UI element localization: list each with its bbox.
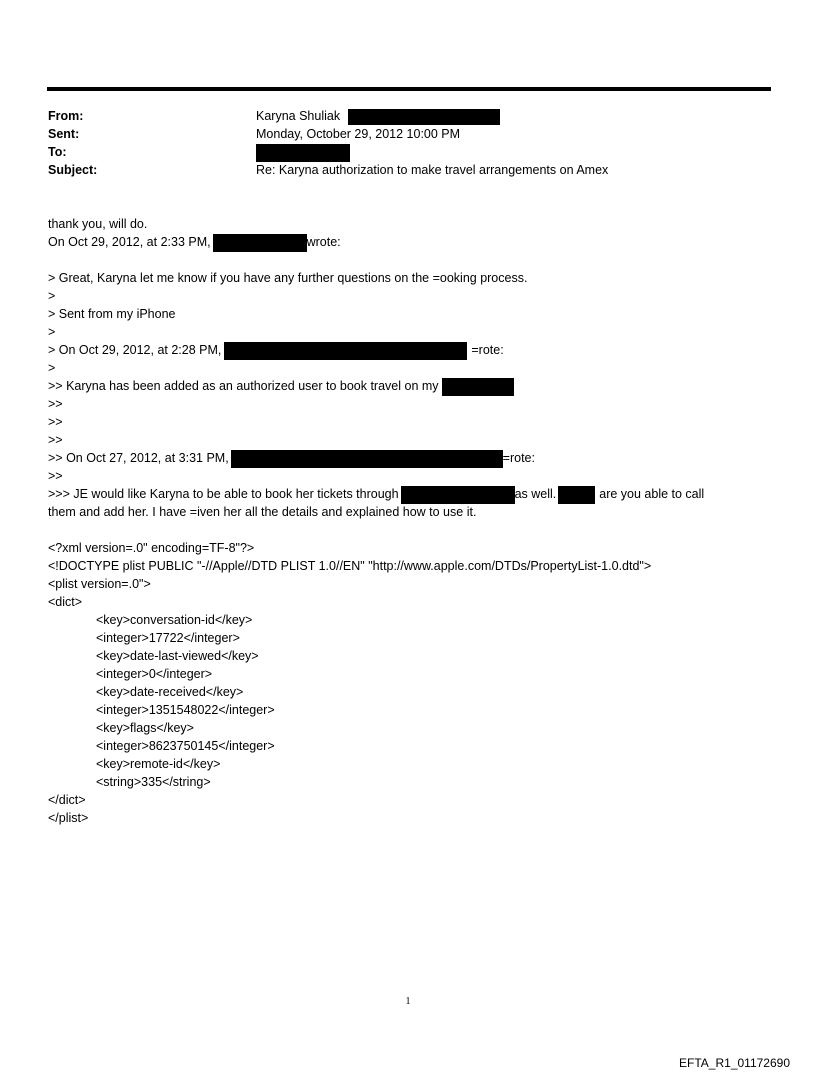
body-line: >>	[48, 469, 63, 483]
bates-number: EFTA_R1_01172690	[679, 1056, 790, 1070]
xml-line: <?xml version=.0" encoding=TF-8"?>	[48, 541, 255, 555]
xml-line: <!DOCTYPE plist PUBLIC "-//Apple//DTD PLIST 1.0//EN" "http://www.apple.com/DTDs/PropertyList-1.0.dtd">	[48, 559, 652, 573]
xml-line: </dict>	[48, 793, 86, 807]
xml-line: <key>conversation-id</key>	[96, 613, 253, 627]
xml-line: <integer>1351548022</integer>	[96, 703, 275, 717]
from-value	[256, 107, 500, 125]
body-line: >	[48, 289, 56, 303]
redaction-box	[442, 378, 514, 396]
from-label: From:	[48, 109, 84, 123]
body-line: > On Oct 29, 2012, at 2:28 PM, =rote:	[48, 341, 504, 360]
body-line: >> On Oct 27, 2012, at 3:31 PM, =rote:	[48, 449, 535, 468]
body-line: >>	[48, 415, 63, 429]
sent-label: Sent:	[48, 127, 80, 141]
to-value	[256, 143, 350, 162]
header-rule	[47, 87, 771, 91]
body-line: > Great, Karyna let me know if you have any further questions on the =ooking process.	[48, 271, 528, 285]
subject-value: Re: Karyna authorization to make travel arrangements on Amex	[256, 163, 609, 177]
xml-line: <key>remote-id</key>	[96, 757, 221, 771]
body-line: >>	[48, 397, 63, 411]
body-line: >	[48, 325, 56, 339]
redaction-box	[231, 450, 503, 468]
sent-value: Monday, October 29, 2012 10:00 PM	[256, 127, 461, 141]
xml-line: <string>335</string>	[96, 775, 211, 789]
xml-line: <integer>0</integer>	[96, 667, 213, 681]
to-label: To:	[48, 145, 67, 159]
xml-line: <key>flags</key>	[96, 721, 194, 735]
body-line: them and add her. I have =iven her all the details and explained how to use it.	[48, 505, 477, 519]
redaction-box	[401, 486, 515, 504]
body-line: > Sent from my iPhone	[48, 307, 176, 321]
body-line: >>	[48, 433, 63, 447]
xml-line: <key>date-received</key>	[96, 685, 244, 699]
body-line: >	[48, 361, 56, 375]
redaction-box	[213, 234, 307, 252]
redaction-box	[348, 109, 500, 125]
xml-line: <integer>17722</integer>	[96, 631, 240, 645]
subject-label: Subject:	[48, 163, 98, 177]
redaction-box	[224, 342, 467, 360]
body-line: >> Karyna has been added as an authorized user to book travel on my	[48, 377, 514, 396]
redaction-box	[256, 144, 350, 162]
xml-line: <key>date-last-viewed</key>	[96, 649, 259, 663]
xml-line: </plist>	[48, 811, 89, 825]
xml-line: <plist version=.0">	[48, 577, 151, 591]
body-line: thank you, will do.	[48, 217, 148, 231]
body-line: On Oct 29, 2012, at 2:33 PM, wrote:	[48, 233, 341, 252]
from-name: Karyna Shuliak	[256, 109, 341, 123]
page-number: 1	[405, 996, 411, 1007]
xml-line: <integer>8623750145</integer>	[96, 739, 275, 753]
xml-line: <dict>	[48, 595, 83, 609]
body-line: >>> JE would like Karyna to be able to book her tickets through as well. are you able to call	[48, 485, 704, 504]
redaction-box	[558, 486, 595, 504]
